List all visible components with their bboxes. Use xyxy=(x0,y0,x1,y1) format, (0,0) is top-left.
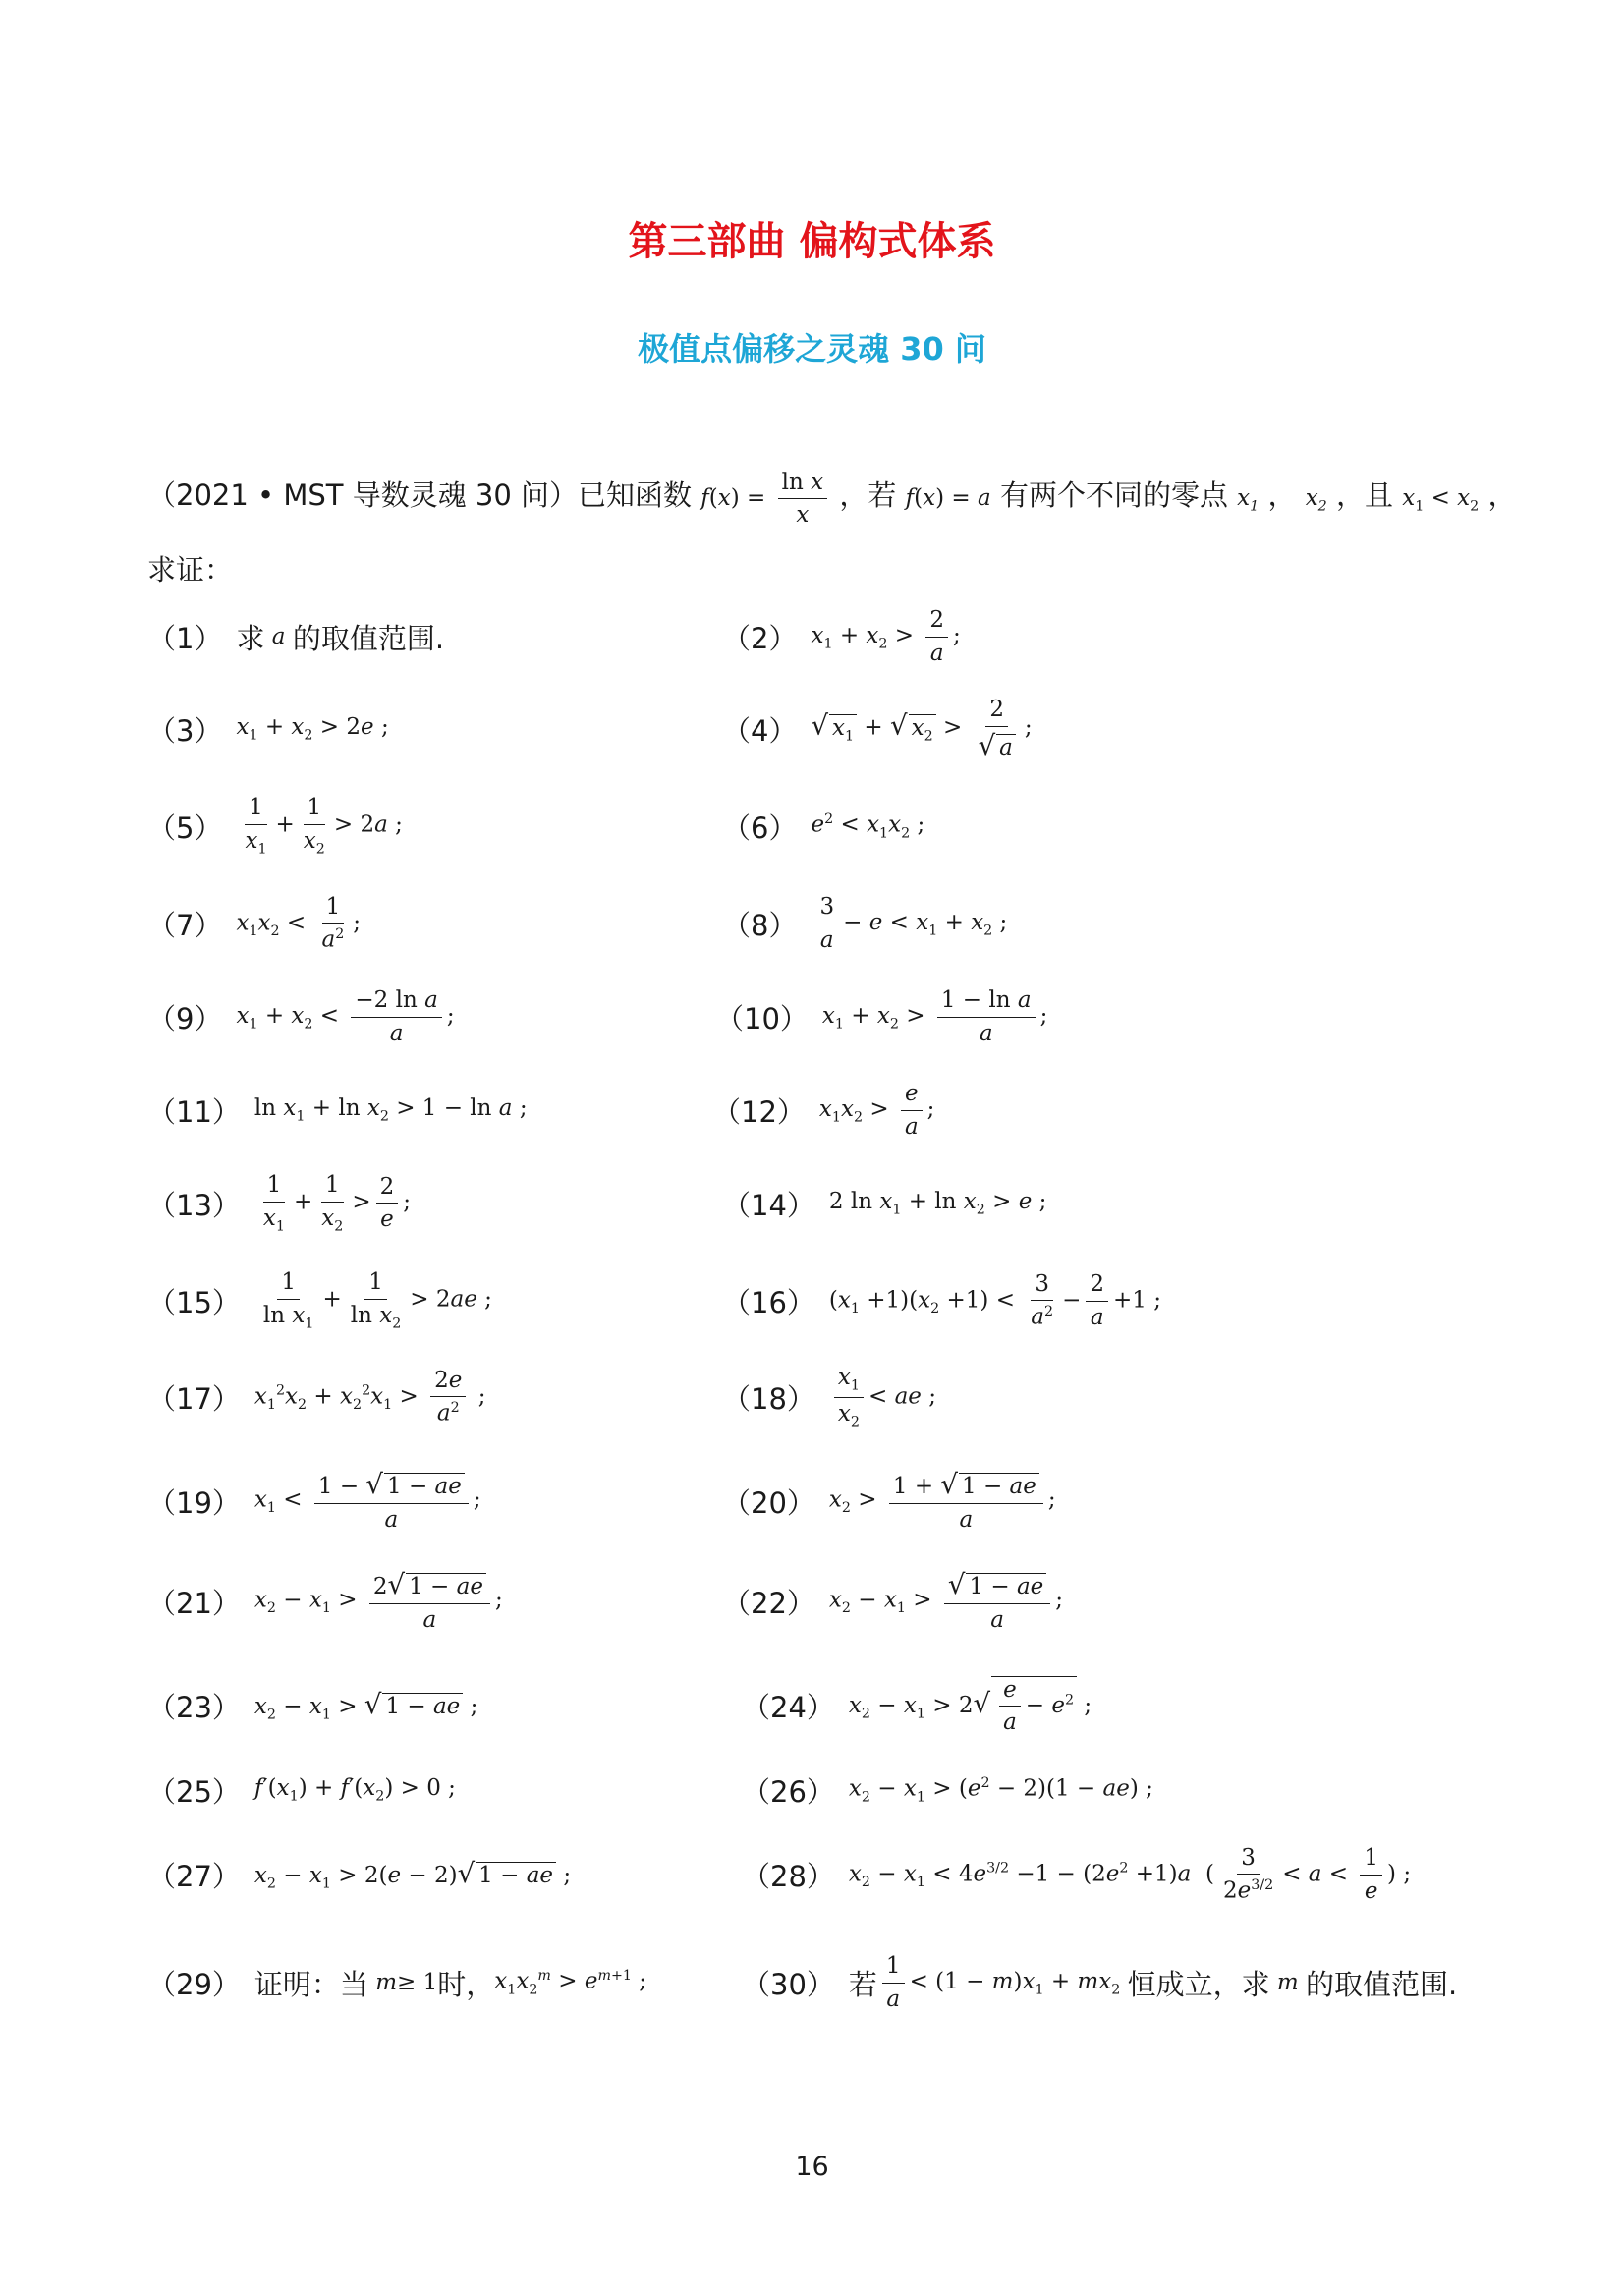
statement-text: ， xyxy=(1487,477,1517,512)
statement-text: ，若 xyxy=(839,477,897,512)
prove-label: 求证： xyxy=(147,553,234,587)
problem-14: （14） 2 $\ln x_1 + \ln x_2 > e$ ; xyxy=(722,1188,1047,1222)
problem-2: （2） $x_1 + x_2$ > $\frac{2}{a}$ ; xyxy=(722,607,961,666)
problem-6: （6） $e^2 < x_1x_2$ ; xyxy=(722,811,925,845)
problem-11: （11） $\ln x_1 + \ln x_2 > 1 - \ln a$ ; xyxy=(147,1094,528,1129)
problem-1: （1） 求 a 的取值范围. xyxy=(147,621,445,655)
problem-22: （22） $x_2 - x_1$ > $\frac{√ 1 - ae}{a}$ ; xyxy=(722,1568,1064,1634)
problem-23: （23） $x_2 - x_1$ > √ 1 − ae ; xyxy=(147,1688,478,1724)
problem-15: （15） $\frac{1}{\ln x_1}$ + $\frac{1}{\ln x_2}$ > 2ae ; xyxy=(147,1269,492,1332)
problem-13: （13） $\frac{1}{x_1}$ + $\frac{1}{x_2}$ > $\frac{2}{e}$ ; xyxy=(147,1172,411,1235)
problem-27: （27） $x_2 - x_1 > 2(e - 2)√$ 1 − ae ; xyxy=(147,1857,572,1893)
problem-18: （18） $\frac{x_1}{x_2}$ < ae ; xyxy=(722,1364,936,1430)
problem-5: （5） $\frac{1}{x_1}$ + $\frac{1}{x_2}$ > 2a ; xyxy=(147,795,403,858)
zero-x1: $x_1$ xyxy=(1237,484,1260,515)
problem-17: （17） $x_1^2x_2 + x_2^2x_1$ > $\frac{2e}{a^2}$ ; xyxy=(147,1367,486,1427)
problem-7: （7） $x_1x_2$ < $\frac{1}{a^2}$ ; xyxy=(147,893,362,953)
page-number: 16 xyxy=(795,2152,829,2182)
problem-26: （26） $x_2 - x_1 > (e^2 - 2)(1 - ae)$ ; xyxy=(742,1774,1153,1809)
problem-10: （10） $x_1 + x_2$ > $\frac{\text{1 − ln a}}{a}$ ; xyxy=(715,987,1048,1046)
statement-text: ， xyxy=(1267,477,1297,512)
function-definition: f(x) = $\frac{\text{ln x}}{x}$ xyxy=(700,485,839,511)
problem-20: （20） $x_2$ > $\frac{1 + √ 1 - ae}{a}$ ; xyxy=(722,1468,1056,1534)
order-condition: $x_1 < x_2$ xyxy=(1402,484,1480,515)
problem-25: （25） $f'(x_1) + f'(x_2) > 0$ ; xyxy=(147,1774,456,1809)
problem-21: （21） $x_2 - x_1$ > $\frac{2√ 1 - ae}{a}$ ; xyxy=(147,1568,503,1634)
problem-4: （4） √ $x_1$ + √ $x_2$ > $\frac{2}{√ a}$ ; xyxy=(722,697,1033,761)
problem-8: （8） $\frac{3}{a}$ − $e < x_1 + x_2$ ; xyxy=(722,894,1008,953)
problem-19: （19） $x_1$ < $\frac{1 - √ 1 - ae}{a}$ ; xyxy=(147,1468,481,1534)
problem-16: （16） $(x_1 +1)(x_2 +1)$ < $\frac{3}{a^2}$ − $\frac{2}{a}$ +1 ; xyxy=(722,1270,1161,1330)
problem-30: （30） 若 $\frac{1}{a}$ < $(1 - m)x_1 + mx_2$ 恒成立，求 m 的取值范围. xyxy=(742,1953,1458,2012)
zero-x2: $x_2$ xyxy=(1305,484,1327,515)
problem-24: （24） $x_2 - x_1 > 2√$ $\frac{e}{a}$ − $e^2$ ; xyxy=(742,1676,1092,1735)
statement-source: （2021 • MST 导数灵魂 30 问）已知函数 xyxy=(147,477,693,512)
problem-3: （3） $x_1 + x_2 > 2e$ ; xyxy=(147,713,389,748)
page-title: 第三部曲 偏构式体系 xyxy=(628,219,996,264)
section-subtitle: 极值点偏移之灵魂 30 问 xyxy=(638,330,986,367)
statement-text: ，且 xyxy=(1335,477,1393,512)
problem-29: （29） 证明：当 m ≥ 1 时， $x_1x_2^m > e^{m+1}$ ; xyxy=(147,1967,647,2001)
problem-9: （9） $x_1 + x_2$ < $\frac{\text{−2 ln a}}{a}$ ; xyxy=(147,987,455,1046)
statement-text: 有两个不同的零点 xyxy=(999,477,1228,512)
statement-line xyxy=(147,470,1516,529)
problem-12: （12） $x_1x_2$ > $\frac{e}{a}$ ; xyxy=(712,1081,935,1140)
problem-28: （28） $x_2 - x_1 < 4e^{3/2} -1 - (2e^2 +1)a$ ( $\frac{3}{2e^{3/2}}$ < a < $\frac{1}{e}$ ) ; xyxy=(742,1844,1412,1904)
equation-condition: f(x) = a xyxy=(905,484,991,511)
